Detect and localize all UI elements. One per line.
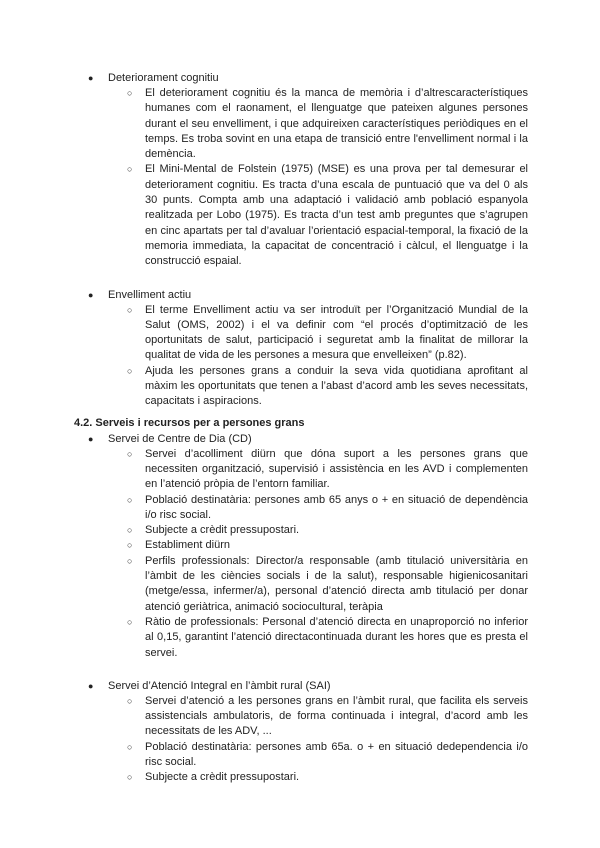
paragraph: Població destinatària: persones amb 65 anys o + en situació de dependència i/o risc social.: [145, 493, 528, 521]
list-item-deteriorament-cognitiu: [0, 70, 600, 86]
circle-bullet-icon: ○: [127, 616, 133, 627]
section-title: Servei d’Atenció Integral en l’àmbit rural (SAI): [108, 679, 331, 692]
circle-bullet-icon: ○: [127, 525, 133, 536]
circle-bullet-icon: ○: [127, 494, 133, 505]
document-page: [0, 70, 600, 786]
section-title: Servei de Centre de Dia (CD): [108, 432, 252, 445]
sub-list-item: [0, 740, 600, 771]
paragraph: Ajuda les persones grans a conduir la seva vida quotidiana aprofitant al màxim les oportunitats que tenen a l’abast d’acord amb les seves necessitats, capacitats i aspiracions.: [145, 364, 528, 408]
bullet-icon: ●: [88, 289, 94, 300]
bullet-icon: ●: [88, 680, 94, 691]
sub-list-item: [0, 615, 600, 661]
paragraph: El deteriorament cognitiu és la manca de memòria i d’altrescaracterístiques humanes com el raonament, el llenguatge que pateixen algunes persones durant el seu envelliment, i que adquireixen característiques periòdiques en el temps. Es troba sovint en una etapa de transició entre l'envelliment normal i la demència.: [145, 87, 528, 161]
paragraph: Perfils professionals: Director/a responsable (amb titulació universitària en l’àmbit de les ciències socials i de la salut), responsable higienicosanitari (metge/essa, infermer/a), personal d’atenció directa amb titulació per donar atenció geriàtrica, animació sociocultural, teràpia: [145, 554, 528, 613]
list-item-envelliment-actiu: [0, 287, 600, 303]
section-title: Envelliment actiu: [108, 288, 192, 301]
bullet-icon: ●: [88, 73, 94, 83]
sub-list-item: [0, 162, 600, 269]
list-item-sai: [0, 678, 600, 694]
circle-bullet-icon: ○: [127, 365, 133, 376]
paragraph: Establiment diürn: [145, 539, 230, 552]
sub-list-item: [0, 86, 600, 162]
paragraph: Subjecte a crèdit pressupostari.: [145, 771, 300, 784]
circle-bullet-icon: ○: [127, 88, 133, 98]
section-heading: 4.2. Serveis i recursos per a persones grans: [74, 416, 305, 429]
sub-list-item: [0, 447, 600, 493]
sub-list-item: [0, 770, 600, 785]
circle-bullet-icon: ○: [127, 540, 133, 551]
circle-bullet-icon: ○: [127, 555, 133, 566]
paragraph: Ràtio de professionals: Personal d’atenció directa en unaproporció no inferior al 0,15, garantint l’atenció directacontinuada durant les hores que es presta el servei.: [145, 615, 528, 659]
paragraph: Servei d’atenció a les persones grans en l’àmbit rural, que facilita els serveis assistencials ambulatoris, de forma continuada i integral, d’acord amb les necessitats de les ADV, ...: [145, 694, 528, 738]
circle-bullet-icon: ○: [127, 164, 133, 175]
paragraph: Població destinatària: persones amb 65a. o + en situació dedependencia i/o risc social.: [145, 740, 528, 768]
sub-list-item: [0, 523, 600, 538]
circle-bullet-icon: ○: [127, 448, 133, 459]
sub-list-item: [0, 554, 600, 615]
sub-list-item: [0, 493, 600, 524]
sub-list-item: [0, 364, 600, 410]
sub-list-item: [0, 303, 600, 364]
circle-bullet-icon: ○: [127, 695, 133, 706]
circle-bullet-icon: ○: [127, 772, 133, 783]
sub-list-item: [0, 694, 600, 740]
list-item-centre-de-dia: [0, 431, 600, 447]
paragraph: El Mini-Mental de Folstein (1975) (MSE) es una prova per tal demesurar el deteriorament cognitiu. Es tracta d’una escala de puntuació que va del 0 als 30 punts. Compta amb una adaptació i validació amb població espanyola realitzada per Lobo (1975). Es tracta d’un test amb preguntes que s’agrupen en cinc apartats per tal d’avaluar l’orientació espacial-temporal, la fixació de la memoria immediata, la capacitat de concentració i càlcul, el llenguatge i la construcció espaial.: [145, 163, 528, 268]
bullet-icon: ●: [88, 433, 94, 444]
paragraph: El terme Envelliment actiu va ser introduït per l’Organització Mundial de la Salut (OMS, 2002) i el va definir com “el procés d’optimització de les oportunitats de salut, participació i seguretat amb la finalitat de millorar la qualitat de vida de les persones a mesura que envelleixen” (p.82).: [145, 303, 528, 362]
section-title: Deteriorament cognitiu: [108, 72, 219, 84]
paragraph: Subjecte a crèdit pressupostari.: [145, 524, 300, 537]
paragraph: Servei d’acolliment diürn que dóna suport a les persones grans que necessiten organització, supervisió i assistència en les AVD i complementen en l’atenció pròpia de l’entorn familiar.: [145, 447, 528, 491]
sub-list-item: [0, 538, 600, 553]
circle-bullet-icon: ○: [127, 741, 133, 752]
circle-bullet-icon: ○: [127, 304, 133, 315]
